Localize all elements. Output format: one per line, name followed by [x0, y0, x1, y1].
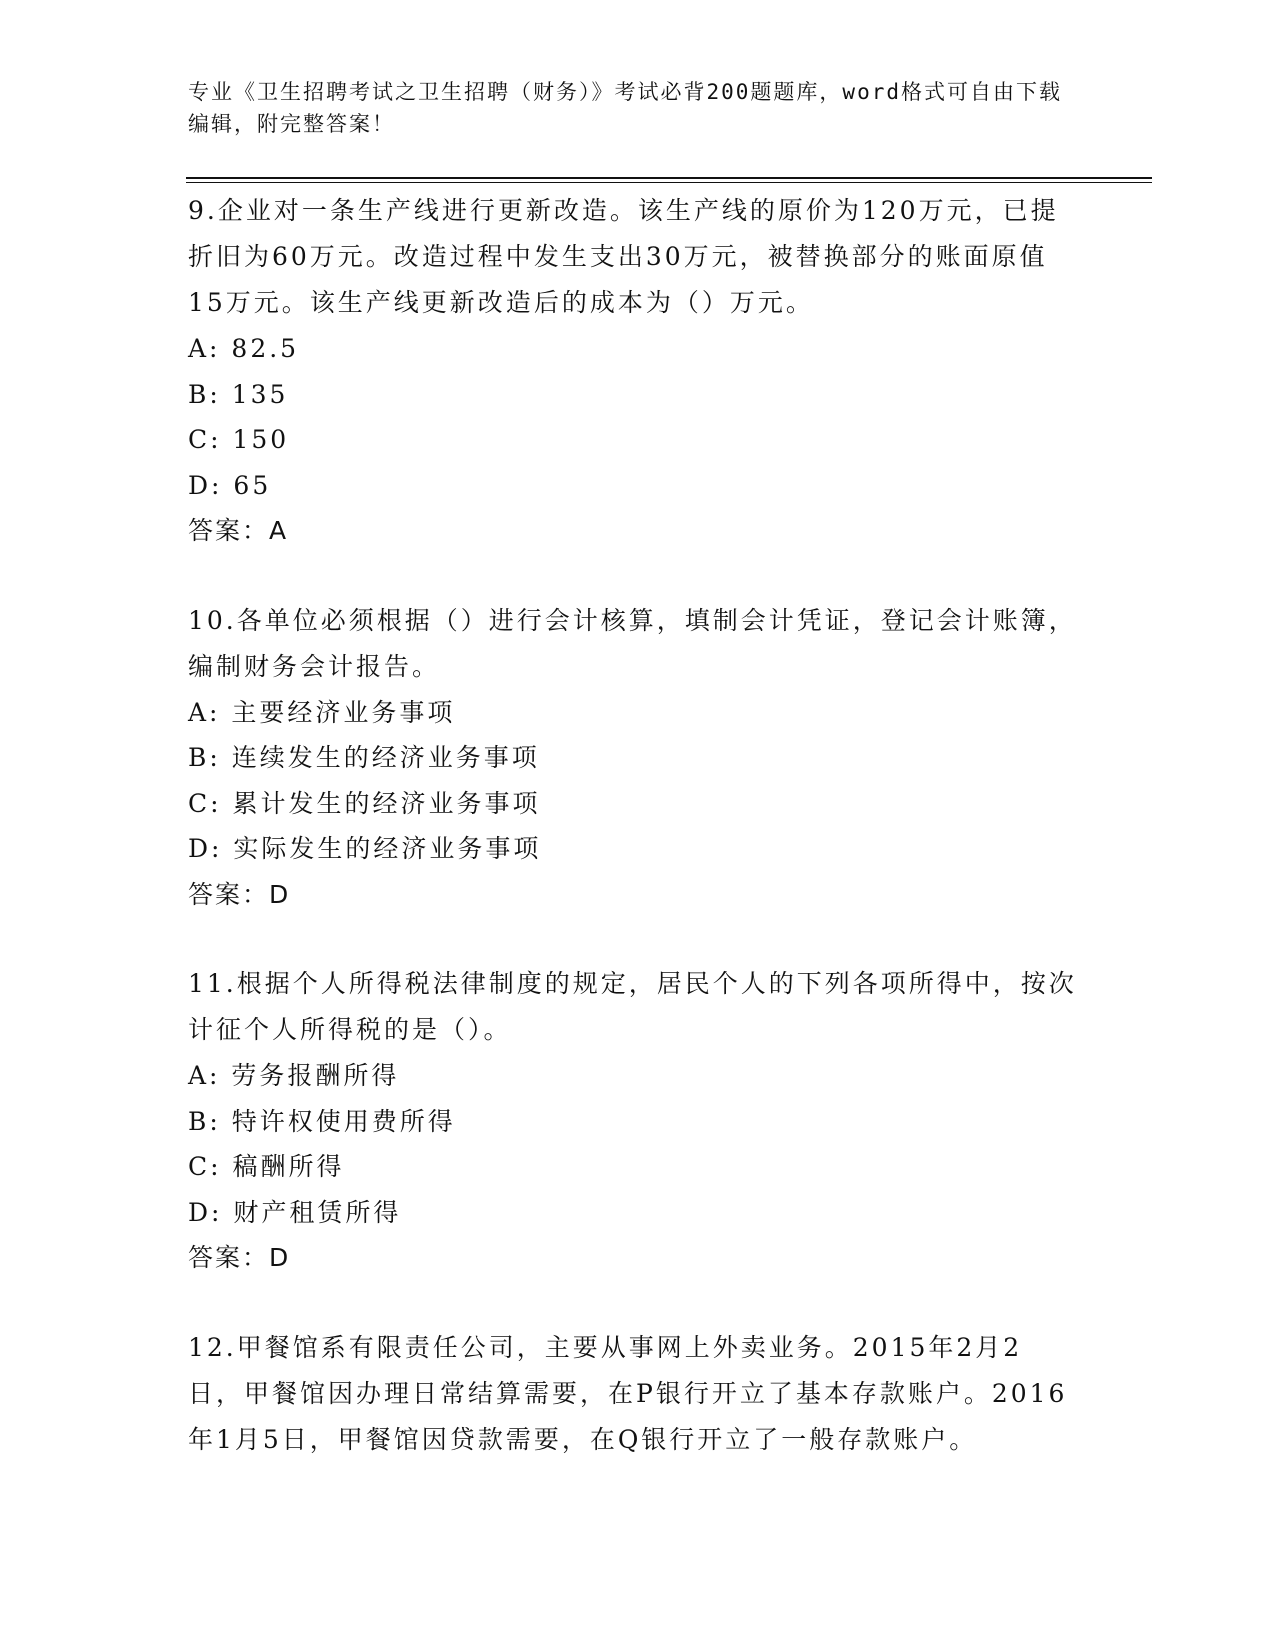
option-b: B: 连续发生的经济业务事项	[188, 743, 540, 772]
header-divider-thick	[186, 177, 1152, 179]
question-list	[188, 188, 1078, 1507]
option-c: C: 150	[188, 425, 290, 454]
question-stem: 9.企业对一条生产线进行更新改造。该生产线的原价为120万元，已提折旧为60万元。改造过程中发生支出30万元，被替换部分的账面原值15万元。该生产线更新改造后的成本为（）万元。	[188, 196, 1059, 317]
option-a: A: 主要经济业务事项	[188, 697, 456, 727]
document-header: 专业《卫生招聘考试之卫生招聘（财务）》考试必背200题题库，word格式可自由下载编辑，附完整答案！	[188, 80, 1062, 136]
option-a: A: 劳务报酬所得	[188, 1061, 400, 1090]
answer-label: 答案：D	[188, 879, 291, 909]
option-b: B: 特许权使用费所得	[188, 1106, 456, 1136]
option-d: D: 财产租赁所得	[188, 1197, 402, 1227]
question-11	[188, 961, 1078, 1281]
option-c: C: 稿酬所得	[188, 1152, 345, 1181]
question-12	[188, 1325, 1078, 1463]
option-c: C: 累计发生的经济业务事项	[188, 788, 541, 818]
question-10	[188, 598, 1078, 918]
answer-label: 答案：A	[188, 516, 289, 545]
question-stem: 10.各单位必须根据（）进行会计核算，填制会计凭证，登记会计账簿，编制财务会计报告。	[188, 605, 1077, 681]
option-b: B: 135	[188, 379, 289, 409]
question-stem: 12.甲餐馆系有限责任公司，主要从事网上外卖业务。2015年2月2日，甲餐馆因办理日常结算需要，在P银行开立了基本存款账户。2016年1月5日，甲餐馆因贷款需要，在Q银行开立了一般存款账户。	[188, 1332, 1068, 1454]
question-9	[188, 188, 1078, 554]
question-stem: 11.根据个人所得税法律制度的规定，居民个人的下列各项所得中，按次计征个人所得税的是（）。	[188, 969, 1077, 1044]
header-divider-thin	[186, 182, 1152, 183]
answer-label: 答案：D	[188, 1243, 291, 1272]
option-d: D: 65	[188, 470, 272, 500]
option-a: A: 82.5	[188, 334, 300, 363]
option-d: D: 实际发生的经济业务事项	[188, 834, 542, 863]
